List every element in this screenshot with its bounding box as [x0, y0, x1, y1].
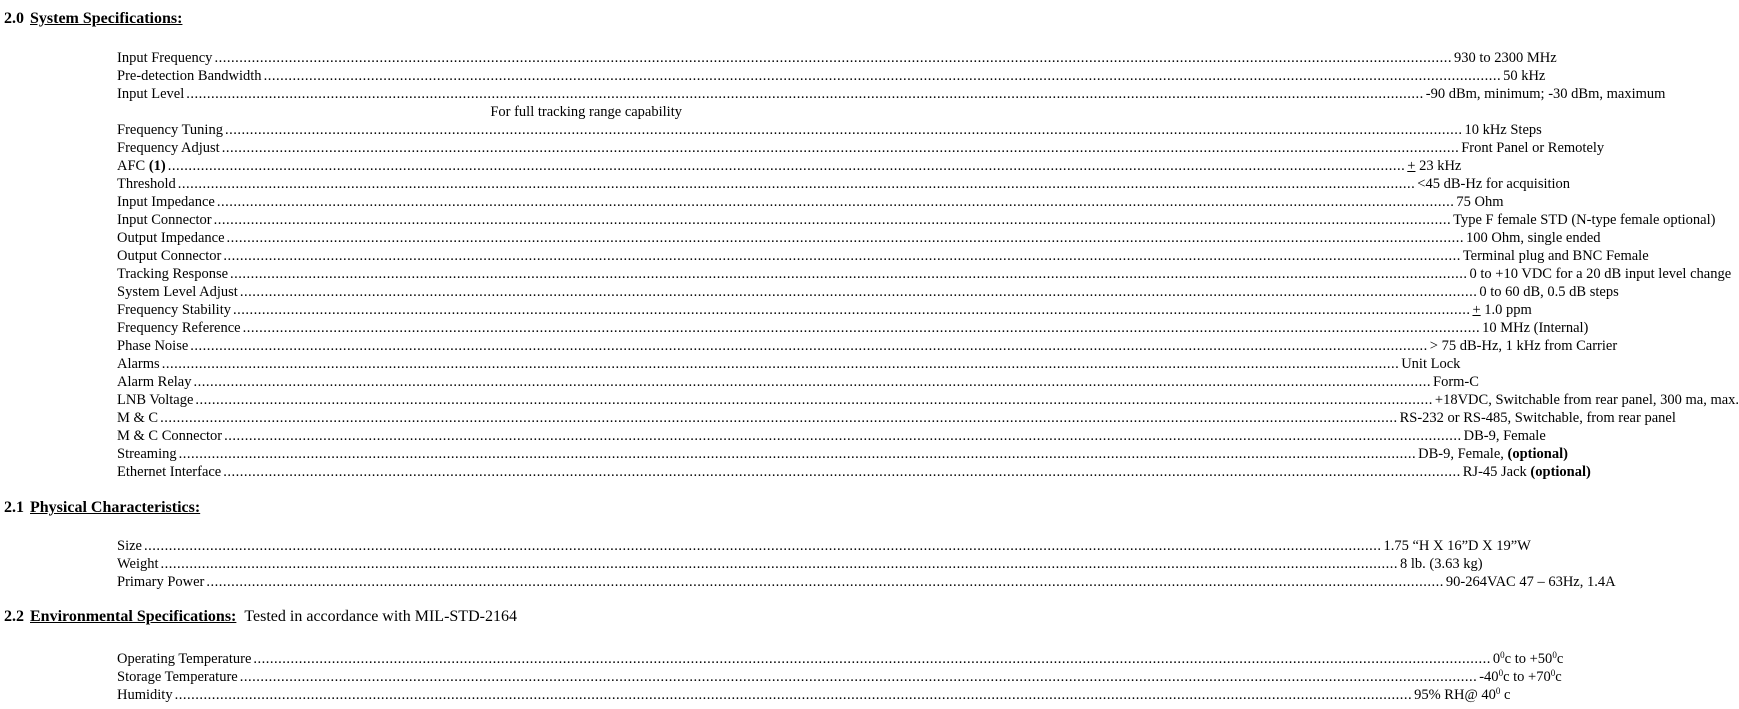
spec-label: Phase Noise — [117, 338, 189, 354]
leader-dots: ............................................................................................................................................................................................................................................................................................................ — [242, 320, 1481, 336]
spec-label: Tracking Response — [117, 266, 229, 282]
section-number: 2.2 — [4, 608, 24, 625]
spec-row — [117, 373, 1479, 391]
spec-label: AFC (1) — [117, 158, 166, 174]
leader-dots: ............................................................................................................................................................................................................................................................................................................ — [221, 140, 1460, 156]
spec-value: 95% RH@ $40^0$ c — [1414, 686, 1511, 703]
spec-label: Input Level — [117, 86, 185, 102]
leader-dots: ............................................................................................................................................................................................................................................................................................................ — [160, 410, 1398, 426]
leader-dots: ............................................................................................................................................................................................................................................................................................................ — [263, 68, 1502, 84]
spec-row — [117, 247, 1649, 265]
section-title: Physical Characteristics: — [30, 499, 201, 516]
degree-superscript: 0 — [1550, 668, 1556, 678]
spec-row — [117, 49, 1557, 67]
spec-label: Frequency Tuning — [117, 122, 223, 138]
degree-superscript: 0 — [1495, 686, 1501, 696]
optional-tag: (optional) — [1507, 446, 1568, 462]
spec-value: DB-9, Female, (optional) — [1418, 446, 1568, 462]
leader-dots: ............................................................................................................................................................................................................................................................................................................ — [239, 669, 1478, 685]
leader-dots: ............................................................................................................................................................................................................................................................................................................ — [223, 248, 1461, 264]
section-number: 2.0 — [4, 10, 24, 27]
section-heading-2-0 — [4, 10, 182, 28]
leader-dots: ............................................................................................................................................................................................................................................................................................................ — [190, 338, 1428, 354]
section-heading-2-1 — [4, 499, 200, 517]
spec-label: Frequency Stability — [117, 302, 231, 318]
leader-dots: ............................................................................................................................................................................................................................................................................................................ — [178, 446, 1417, 462]
section-number: 2.1 — [4, 499, 24, 516]
spec-value: RJ-45 Jack (optional) — [1462, 464, 1591, 480]
spec-value: Terminal plug and BNC Female — [1462, 248, 1649, 264]
spec-value: DB-9, Female — [1463, 428, 1546, 444]
spec-value: 8 lb. (3.63 kg) — [1400, 556, 1483, 572]
spec-row — [117, 211, 1716, 229]
spec-label: Frequency Reference — [117, 320, 241, 336]
spec-label: Output Connector — [117, 248, 222, 264]
spec-label: Size — [117, 538, 142, 554]
spec-row — [117, 67, 1546, 85]
spec-value: + 1.0 ppm — [1472, 302, 1532, 318]
leader-dots: ............................................................................................................................................................................................................................................................................................................ — [226, 230, 1465, 246]
spec-value: <45 dB-Hz for acquisition — [1417, 176, 1571, 192]
spec-label: M & C Connector — [117, 428, 223, 444]
spec-value: -90 dBm, minimum; -30 dBm, maximum — [1425, 86, 1666, 102]
leader-dots: ............................................................................................................................................................................................................................................................................................................ — [167, 158, 1406, 174]
leader-dots: ............................................................................................................................................................................................................................................................................................................ — [195, 392, 1433, 408]
spec-value: 1.75 “H X 16”D X 19”W — [1383, 538, 1531, 554]
spec-row — [117, 121, 1542, 139]
spec-value: Unit Lock — [1401, 356, 1461, 372]
leader-dots: ............................................................................................................................................................................................................................................................................................................ — [206, 574, 1444, 590]
spec-row — [117, 301, 1532, 319]
spec-value: 0 to 60 dB, 0.5 dB steps — [1479, 284, 1619, 300]
spec-label: Operating Temperature — [117, 651, 252, 667]
spec-row — [117, 229, 1601, 247]
spec-label-note: (1) — [148, 158, 166, 174]
spec-label: M & C — [117, 410, 159, 426]
leader-dots: ............................................................................................................................................................................................................................................................................................................ — [193, 374, 1431, 390]
section-subtitle: Tested in accordance with MIL-STD-2164 — [244, 608, 517, 625]
spec-value: Form-C — [1433, 374, 1479, 390]
spec-label: Output Impedance — [117, 230, 225, 246]
spec-value: Front Panel or Remotely — [1461, 140, 1605, 156]
spec-row — [117, 85, 1666, 103]
leader-dots: ............................................................................................................................................................................................................................................................................................................ — [186, 86, 1424, 102]
spec-value: > 75 dB-Hz, 1 kHz from Carrier — [1429, 338, 1618, 354]
section-title: Environmental Specifications: — [30, 608, 237, 625]
leader-dots: ............................................................................................................................................................................................................................................................................................................ — [253, 651, 1491, 667]
degree-superscript: 0 — [1498, 668, 1504, 678]
spec-value: RS-232 or RS-485, Switchable, from rear panel — [1399, 410, 1676, 426]
leader-dots: ............................................................................................................................................................................................................................................................................................................ — [143, 538, 1382, 554]
spec-label: System Level Adjust — [117, 284, 238, 300]
degree-superscript: 0 — [1500, 650, 1505, 660]
spec-label: Weight — [117, 556, 159, 572]
spec-label: Storage Temperature — [117, 669, 238, 685]
leader-dots: ............................................................................................................................................................................................................................................................................................................ — [213, 212, 1452, 228]
leader-dots: ............................................................................................................................................................................................................................................................................................................ — [161, 356, 1400, 372]
spec-value: $-40^0c$ to $+70^0c$ — [1479, 668, 1562, 685]
spec-label: LNB Voltage — [117, 392, 194, 408]
section-title: System Specifications: — [30, 10, 183, 27]
spec-label: Input Connector — [117, 212, 212, 228]
section-heading-2-2 — [4, 608, 517, 626]
spec-row — [117, 265, 1732, 283]
spec-label: Pre-detection Bandwidth — [117, 68, 262, 84]
spec-row — [117, 139, 1605, 157]
leader-dots: ............................................................................................................................................................................................................................................................................................................ — [223, 464, 1461, 480]
plus-minus-sign: + — [1407, 158, 1416, 174]
spec-row — [117, 646, 1564, 667]
leader-dots: ............................................................................................................................................................................................................................................................................................................ — [224, 122, 1463, 138]
optional-tag: (optional) — [1530, 464, 1591, 480]
system-specifications-list — [117, 49, 1739, 481]
spec-label: Humidity — [117, 687, 173, 703]
spec-row — [117, 193, 1504, 211]
leader-dots: ............................................................................................................................................................................................................................................................................................................ — [177, 176, 1416, 192]
spec-row — [117, 337, 1618, 355]
spec-value: 75 Ohm — [1456, 194, 1504, 210]
spec-value: 90-264VAC 47 – 63Hz, 1.4A — [1445, 574, 1616, 590]
degree-superscript: 0 — [1552, 650, 1557, 660]
spec-value: Type F female STD (N-type female optional) — [1453, 212, 1716, 228]
spec-label: Threshold — [117, 176, 176, 192]
leader-dots: ............................................................................................................................................................................................................................................................................................................ — [224, 428, 1462, 444]
spec-value: For full tracking range capability — [490, 104, 682, 120]
spec-value: $0^0c$ to $+50^0c$ — [1492, 650, 1564, 667]
leader-dots: ............................................................................................................................................................................................................................................................................................................ — [174, 687, 1413, 703]
environmental-specifications-list — [117, 646, 1564, 703]
spec-row — [117, 355, 1461, 373]
plus-minus-sign: + — [1472, 302, 1481, 318]
spec-value: 10 kHz Steps — [1464, 122, 1542, 138]
spec-row — [117, 283, 1619, 301]
spec-row — [117, 319, 1589, 337]
spec-label: Input Frequency — [117, 50, 213, 66]
spec-value: +18VDC, Switchable from rear panel, 300 ma, max. — [1434, 392, 1739, 408]
spec-value: 10 MHz (Internal) — [1482, 320, 1589, 336]
spec-row — [117, 537, 1531, 555]
spec-value: + 23 kHz — [1407, 158, 1462, 174]
spec-row — [117, 573, 1616, 591]
spec-row — [117, 391, 1739, 409]
spec-row — [117, 427, 1546, 445]
spec-label: Alarms — [117, 356, 160, 372]
spec-label: Ethernet Interface — [117, 464, 222, 480]
spec-row — [117, 555, 1483, 573]
spec-label: Input Impedance — [117, 194, 215, 210]
leader-dots: ............................................................................................................................................................................................................................................................................................................ — [160, 556, 1399, 572]
spec-row — [117, 409, 1676, 427]
physical-characteristics-list — [117, 537, 1616, 591]
spec-row — [117, 157, 1462, 175]
leader-dots: ............................................................................................................................................................................................................................................................................................................ — [216, 194, 1455, 210]
spec-row — [117, 175, 1571, 193]
spec-label: Primary Power — [117, 574, 205, 590]
spec-label: Alarm Relay — [117, 374, 192, 390]
leader-dots: ............................................................................................................................................................................................................................................................................................................ — [230, 266, 1468, 282]
spec-value: 100 Ohm, single ended — [1466, 230, 1601, 246]
spec-label: Streaming — [117, 446, 177, 462]
leader-dots: ............................................................................................................................................................................................................................................................................................................ — [239, 284, 1478, 300]
leader-dots: ............................................................................................................................................................................................................................................................................................................ — [214, 50, 1452, 66]
spec-row — [117, 463, 1591, 481]
spec-value: 0 to +10 VDC for a 20 dB input level change — [1469, 266, 1732, 282]
spec-row — [117, 445, 1568, 463]
spec-value: 50 kHz — [1503, 68, 1546, 84]
spec-row-continuation — [117, 103, 682, 121]
spec-value: 930 to 2300 MHz — [1453, 50, 1557, 66]
leader-dots: ............................................................................................................................................................................................................................................................................................................ — [232, 302, 1471, 318]
spec-label: Frequency Adjust — [117, 140, 220, 156]
